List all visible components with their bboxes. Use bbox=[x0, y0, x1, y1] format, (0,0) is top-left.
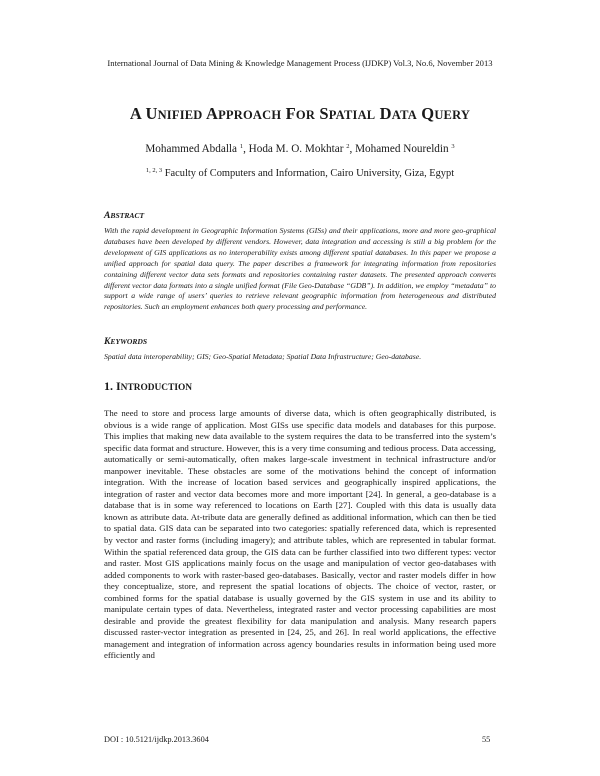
author-name: Mohammed Abdalla bbox=[145, 143, 238, 155]
page-number: 55 bbox=[482, 735, 491, 744]
title-word: QUERY bbox=[421, 104, 471, 123]
author-name: Mohamed Noureldin bbox=[355, 143, 449, 155]
title-word: FOR bbox=[285, 104, 316, 123]
keywords-heading: KEYWORDS bbox=[104, 336, 148, 347]
author-list: Mohammed Abdalla $^1$, Hoda M. O. Mokhtar $^2$, Mohamed Noureldin $^3$ bbox=[145, 143, 455, 155]
title-word: A bbox=[129, 104, 142, 123]
introduction-text: The need to store and process large amounts of diverse data, which is often geographically distributed, is obvious is a wide range of application. Most GISs use specific data models and databases for this purpose. This implies that making new data available to the system requires the data to be transferred into the system’s specific data format and structure. However, this is a very time consuming and tedious process. Data accessing, automatically or semi-automatically, often makes large-scale investment in technical infrastructure and/or manpower inevitable. These obstacles are some of the motivations behind the concept of information integration. With the increase of location based services and geographically inspired applications, the integration of raster and vector data becomes more and more important [24]. In general, a geo-database is a database that is in some way referenced to locations on Earth [27]. Coupled with this data is usually data known as attribute data. At-tribute data are generally defined as additional information, which can then be tied to spatial data. GIS data can be separated into two categories: spatially referenced data, which is represented by vector and raster forms (including imagery); and attribute tables, which are represented in tabular format. Within the spatial referenced data group, the GIS data can be further classified into two different types: vector and raster. Most GIS applications mainly focus on the usage and manipulation of vector geo-databases with added components to work with raster-based geo-databases. Basically, vector and raster models differ in how they conceptualize, store, and represent the spatial locations of objects. The choice of vector, raster, or combined forms for the spatial database is usually governed by the GIS system in use and its ability to manipulate certain types of data. Nevertheless, integrated raster and vector processing capabilities are most desirable and provide the greatest flexibility for data manipulation and analysis. Many research papers discussed raster-vector integration as presented in [24, 25, and 26]. In real world applications, the effective management and integration of information across agency boundaries results in information being used more efficiently and bbox=[104, 408, 496, 661]
footer-doi: DOI : 10.5121/ijdkp.2013.3604 bbox=[104, 735, 209, 744]
affiliation-superscript: 1, 2, 3 bbox=[145, 167, 163, 174]
title-word: APPROACH bbox=[205, 104, 282, 123]
keywords-text: Spatial data interoperability; GIS; Geo-Spatial Metadata; Spatial Data Infrastructure; Geo-database. bbox=[104, 352, 422, 361]
author-superscript: 3 bbox=[451, 143, 455, 150]
affiliation-text: Faculty of Computers and Information, Cairo University, Giza, Egypt bbox=[164, 168, 455, 179]
author-superscript: 2 bbox=[346, 143, 350, 150]
paper-title bbox=[0, 104, 600, 124]
title-word: DATA bbox=[379, 104, 417, 123]
journal-header: International Journal of Data Mining & Knowledge Management Process (IJDKP) Vol.3, No.6, November 2013 bbox=[107, 58, 493, 68]
abstract-text: With the rapid development in Geographic Information Systems (GISs) and their applications, more and more geo-graphical databases have been developed by different vendors. However, data integration and accessing is still a big problem for the development of GIS applications as no interoperability exists among different spatial databases. In this paper we propose a unified approach for spatial data query. The paper describes a framework for integrating information from repositories containing different vector data sets formats and repositories containing raster datasets. The presented approach converts different vector data formats into a single unified format (File Geo-Database “GDB”). In addition, we employ “metadata” to support a wide range of users’ queries to retrieve relevant geographic information from heterogeneous and distributed repositories. Such an employment enhances both query processing and performance. bbox=[104, 226, 496, 312]
title-word: UNIFIED bbox=[145, 104, 203, 123]
author-superscript: 1 bbox=[239, 143, 244, 150]
abstract-heading: ABSTRACT bbox=[104, 210, 145, 221]
affiliation bbox=[0, 167, 600, 179]
title-word: SPATIAL bbox=[319, 104, 376, 123]
introduction-heading: 1. INTRODUCTION bbox=[104, 379, 193, 393]
author-name: Hoda M. O. Mokhtar bbox=[248, 143, 344, 155]
